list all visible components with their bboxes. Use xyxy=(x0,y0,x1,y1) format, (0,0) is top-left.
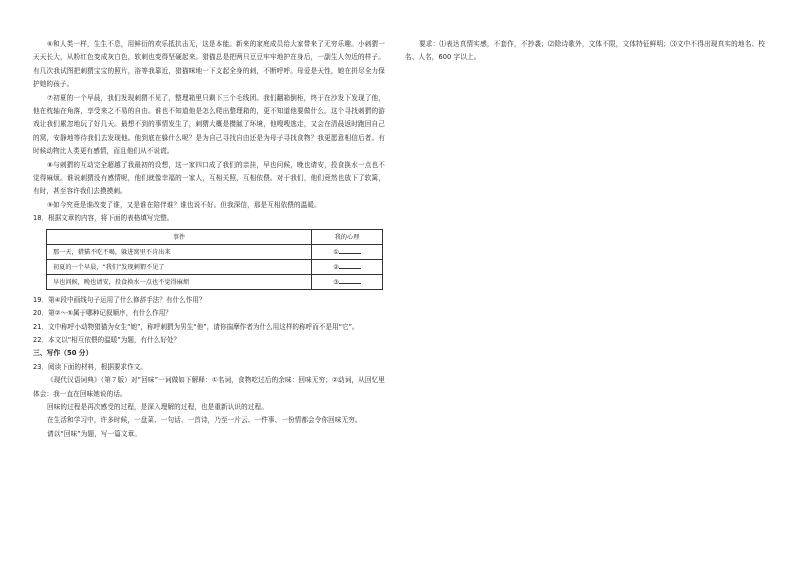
paragraph-8: ⑧与刺猬的互动完全超越了我最初的设想，这一家四口成了我们的亲挂，早也问候，晚也请安，投食换水一点也不觉得麻烦。谁说刺猬没有感情呢，他们就像幸福的一家人，互相关照，互相依偎。对于我们，他们竟然也放下了软篱，有时，甚至容许我们去摸摸刺。 xyxy=(33,160,385,196)
table-row xyxy=(47,274,383,289)
question-18: 18．根据文章的内容，将下面的表格填写完整。 xyxy=(33,214,174,223)
blank-mark: ③ xyxy=(333,279,339,287)
answer-blank-3[interactable] xyxy=(312,274,383,289)
header-feeling: 我的心理 xyxy=(312,229,383,244)
question-22: 22．本文以“相互依偎的温暖”为题，有什么好处？ xyxy=(33,335,181,344)
writing-material-2: 回味的过程是再次感受的过程，是深入理解的过程，也是重新认识的过程。 xyxy=(47,402,268,411)
answer-blank-2[interactable] xyxy=(312,259,383,274)
question-23: 23．阅读下面的材料，根据要求作文。 xyxy=(33,362,147,371)
answer-line xyxy=(339,247,361,254)
section-writing-heading: 三、写作（50 分） xyxy=(33,349,93,358)
event-cell: 早也问候，晚也请安，投食换水一点也不觉得麻烦 xyxy=(47,274,312,289)
event-cell: 那一天，猎猫不吃不喝，躲进窝里不肯出来 xyxy=(47,244,312,259)
blank-mark: ② xyxy=(333,264,339,272)
answer-line xyxy=(339,262,361,269)
left-column xyxy=(33,38,385,441)
paragraph-7: ⑦初夏的一个早晨，我们发现刺猬不见了，整理箱里只剩下三个毛线团。我们翻箱倒柜，终于在沙发下发现了他，他在枕轴在角落，享受来之不易的自由。谁也不知道他是怎么爬出整理箱的，更不知道他要做什么。这个寻找刺猬的游戏让我们累忽地玩了好几天。最想不到的事情发生了，刺猬大概是攒腻了环境，他嗖嗖逃走，又会在清晨返时跑回自己的窝，安静地等待我们去发现他。他到底在躲什么呢？是为自己寻找自由还是为母子寻找食物？我更愿意相信后者。有时候动物比人类更有感情，而且他们从不说谎。 xyxy=(33,93,385,156)
paragraph-9: ⑨如今究竟是谁改变了谁，又是谁在陪伴谁？谁也说不好。但我深信，那是互相依偎的温暖。 xyxy=(47,200,321,209)
event-cell: 初夏的一个早晨，“我们”发现刺猬不见了 xyxy=(47,259,312,274)
answer-blank-1[interactable] xyxy=(312,244,383,259)
table-row xyxy=(47,259,383,274)
writing-prompt: 请以“回味”为题，写一篇文章。 xyxy=(47,429,142,438)
blank-mark: ① xyxy=(333,249,339,257)
answer-line xyxy=(339,277,361,284)
question-20: 20．第②～⑤属于哪种记叙顺序，有什么作用？ xyxy=(33,309,172,318)
paragraph-6: ⑥和人类一样，生生不息，用鲜衍的欢乐抵抗击无，这是本能。新来的家庭成员给大家带来了无穷乐趣。小刺猬一天天长大，从粉红色变成灰白色，软刺也变得坚硬起来。猎猫总是把两只豆豆牢牢地护在身后，一副生人勿近的样子。有几次我试图把刺猬宝宝的照片，浴等我靠近，猎猫咪地一下支起全身的刺，不断呼呼。母爱是天性，她在拼尽全力保护她的孩子。 xyxy=(33,40,385,89)
header-event: 事件 xyxy=(47,229,312,244)
writing-requirements: 要求：⑴表达真情实感，不套作，不抄袭；⑵除诗歌外，文体不限，文体特征鲜明；⑶文中不得出现真实的地名、校名、人名，600 字以上。 xyxy=(405,40,765,62)
writing-material-1: 《现代汉语词典》（第７版）对“回味”一词做如下解释：①名词，食物吃过后的余味：回味无穷；②动词，从回忆里体会：我一直在回味她说的话。 xyxy=(33,376,385,398)
question-21: 21．文中称呼小动物猎猫为女生“她”，称呼刺猬为男生“他”，请你揣摩作者为什么用这样的称呼而不是用“它”。 xyxy=(33,322,359,331)
question-19: 19．第④段中画线句子运用了什么修辞手法？有什么作用？ xyxy=(33,295,206,304)
psychology-table xyxy=(46,229,383,290)
table-row xyxy=(47,244,383,259)
table-header-row xyxy=(47,229,383,244)
writing-material-3: 在生活和学习中，许多时候，一盘菜、一句话、一首诗，乃至一片云、一件事、一份情都会令你回味无穷。 xyxy=(47,416,362,425)
right-column xyxy=(405,38,765,65)
